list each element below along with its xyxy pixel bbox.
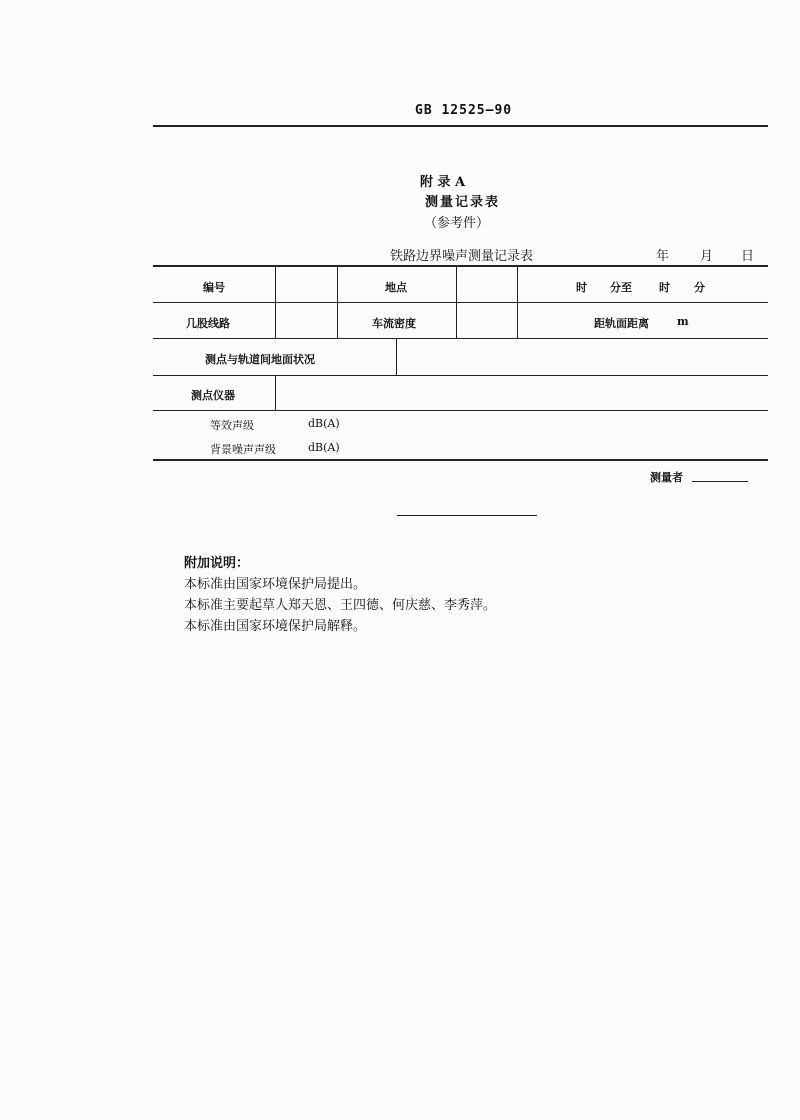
leq-label: 等效声级 xyxy=(210,419,254,432)
background-unit: dB(A) xyxy=(308,441,340,454)
lines-field[interactable] xyxy=(277,304,335,337)
surveyor-signature-line[interactable] xyxy=(692,481,748,482)
date-month: 月 xyxy=(700,249,714,264)
leq-unit: dB(A) xyxy=(308,417,340,430)
time-minute-to: 分至 xyxy=(610,281,632,294)
time-hour-end: 时 xyxy=(659,281,670,294)
standard-code: GB 12525—90 xyxy=(415,103,513,118)
end-rule xyxy=(397,515,537,516)
date-day: 日 xyxy=(741,249,755,264)
additional-heading: 附加说明： xyxy=(184,556,250,571)
location-label: 地点 xyxy=(385,281,407,294)
distance-unit: m xyxy=(677,315,689,328)
surveyor-label: 测量者 xyxy=(650,471,683,484)
traffic-label: 车流密度 xyxy=(372,317,416,330)
number-field[interactable] xyxy=(277,268,335,301)
time-hour-start: 时 xyxy=(576,281,587,294)
location-field[interactable] xyxy=(458,268,516,301)
form-title: 铁路边界噪声测量记录表 xyxy=(390,249,534,264)
appendix-title: 附 录 A xyxy=(420,175,466,190)
appendix-subtitle: 测量记录表 xyxy=(425,195,501,210)
ground-field[interactable] xyxy=(398,340,766,374)
traffic-field[interactable] xyxy=(458,304,516,337)
time-minute-end: 分 xyxy=(694,281,705,294)
appendix-note: （参考件） xyxy=(424,216,490,231)
additional-line: 本标准由国家环境保护局提出。 xyxy=(184,577,367,592)
background-label: 背景噪声声级 xyxy=(210,443,276,456)
instrument-label: 测点仪器 xyxy=(191,389,235,402)
instrument-field[interactable] xyxy=(277,377,767,409)
lines-label: 几股线路 xyxy=(186,317,230,330)
number-label: 编号 xyxy=(203,281,225,294)
ground-label: 测点与轨道间地面状况 xyxy=(205,353,315,366)
distance-label: 距轨面距离 xyxy=(594,317,649,330)
additional-line: 本标准主要起草人郑天恩、王四德、何庆慈、李秀萍。 xyxy=(184,598,497,613)
additional-line: 本标准由国家环境保护局解释。 xyxy=(184,619,367,634)
date-year: 年 xyxy=(656,249,670,264)
header-rule xyxy=(153,125,768,127)
